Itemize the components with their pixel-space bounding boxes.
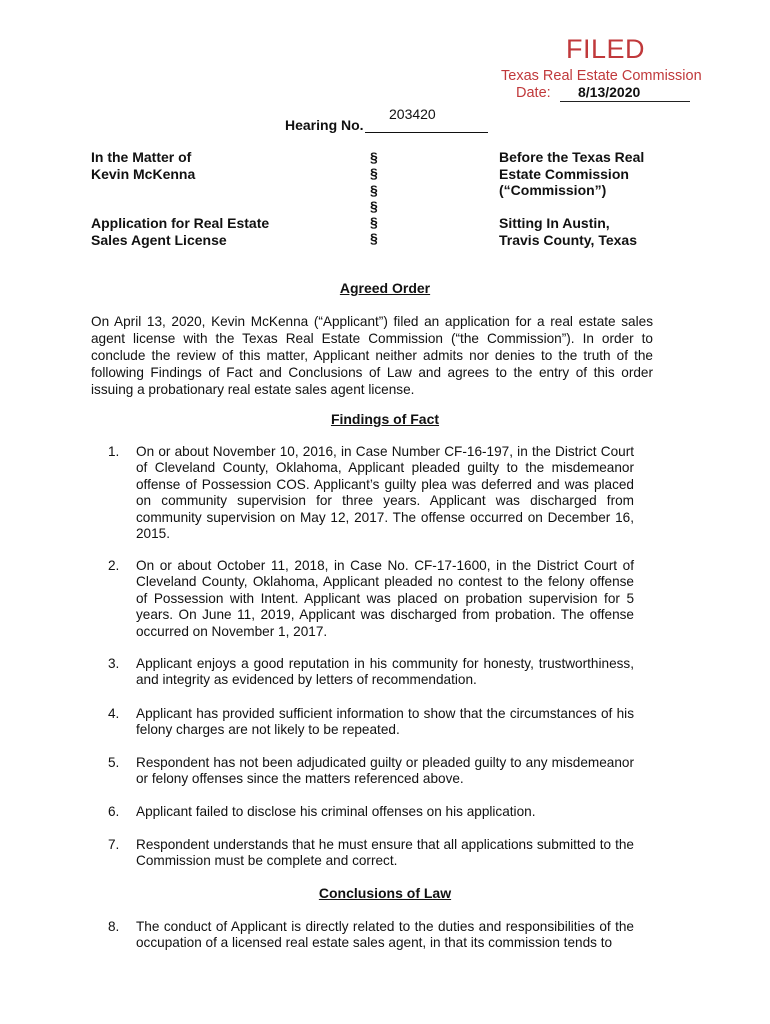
caption-spacer [91,182,269,199]
caption-section-marks [370,149,390,247]
caption-spacer [91,199,269,216]
section-mark: § [370,214,378,231]
agreed-order-intro: On April 13, 2020, Kevin McKenna (“Applicant”) filed an application for a real estate sales agent license with the Texas Real Estate Commission (“the Commission”). In order to conclude the review of this matter, Applicant neither admits nor denies to the truth of the following Findings of Fact and Conclusions of Law and agrees to the entry of this order issuing a probationary real estate sales agent license. [91,314,653,397]
finding-number: 6. [108,804,120,819]
finding-text: On or about November 10, 2016, in Case Number CF-16-197, in the District Court of Cleveland County, Oklahoma, Applicant pleaded guilty to the misdemeanor offense of Possession COS. Applicant’s guilty plea was deferred and was placed on community supervision for three years. Applicant was discharged from community supervision on May 12, 2017. The offense occurred on December 16, 2015. [136,444,634,542]
hearing-number-line [365,132,488,133]
filed-stamp-date: 8/13/2020 [578,84,641,100]
finding-number: 5. [108,755,120,770]
agreed-order-heading [0,280,770,296]
filed-stamp-title: FILED [566,34,646,64]
caption-right [499,149,644,248]
conclusions-heading [0,885,770,901]
section-mark: § [370,197,378,214]
caption-left-line: Sales Agent License [91,231,227,248]
finding-number: 1. [108,444,120,459]
hearing-label: Hearing No. [285,117,364,133]
caption-right-line: Before the Texas Real [499,149,645,165]
finding-text: Respondent understands that he must ensure that all applications submitted to the Commission must be complete and correct. [136,837,634,869]
conclusions-heading-text: Conclusions of Law [318,885,452,901]
finding-text: Applicant enjoys a good reputation in his community for honesty, trustworthiness, and integrity as evidenced by letters of recommendation. [136,656,634,688]
conclusion-text: The conduct of Applicant is directly related to the duties and responsibilities of the occupation of a licensed real estate sales agent, in that its commission tends to [136,919,634,951]
caption-right-line: Sitting In Austin, [499,215,610,231]
caption-right-line: Estate Commission [499,165,629,182]
caption-left-line: Kevin McKenna [91,165,196,182]
caption-left-line: Application for Real Estate [91,215,270,231]
finding-text: Applicant has provided sufficient information to show that the circumstances of his felony charges are not likely to be repeated. [136,706,634,738]
caption-left-line: In the Matter of [91,149,192,165]
caption-right-line: (“Commission”) [499,182,607,198]
caption-left [91,149,269,248]
section-mark: § [370,149,378,165]
conclusion-number: 8. [108,919,120,934]
hearing-number: 203420 [389,106,436,122]
caption-spacer [499,199,644,216]
section-mark: § [370,181,378,198]
section-mark: § [370,230,378,247]
filed-stamp-date-label: Date: [516,85,551,101]
filed-stamp-agency: Texas Real Estate Commission [501,68,702,84]
findings-heading [0,411,770,427]
finding-text: On or about October 11, 2018, in Case No. CF-17-1600, in the District Court of Cleveland County, Oklahoma, Applicant pleaded no contest to the felony offense of Possession with Intent. Applicant was placed on probation supervision for 5 years. On June 11, 2019, Applicant was discharged from probation. The offense occurred on November 1, 2017. [136,558,634,639]
caption-right-line: Travis County, Texas [499,231,637,248]
finding-text: Applicant failed to disclose his criminal offenses on his application. [136,804,536,819]
finding-number: 7. [108,837,120,852]
agreed-order-heading-text: Agreed Order [339,280,431,296]
finding-text: Respondent has not been adjudicated guilty or pleaded guilty to any misdemeanor or felony offenses since the matters referenced above. [136,755,634,787]
filed-stamp-date-line [560,101,690,102]
section-mark: § [370,165,378,182]
finding-number: 3. [108,656,120,671]
finding-number: 2. [108,558,120,573]
finding-number: 4. [108,706,120,721]
findings-heading-text: Findings of Fact [330,411,440,427]
